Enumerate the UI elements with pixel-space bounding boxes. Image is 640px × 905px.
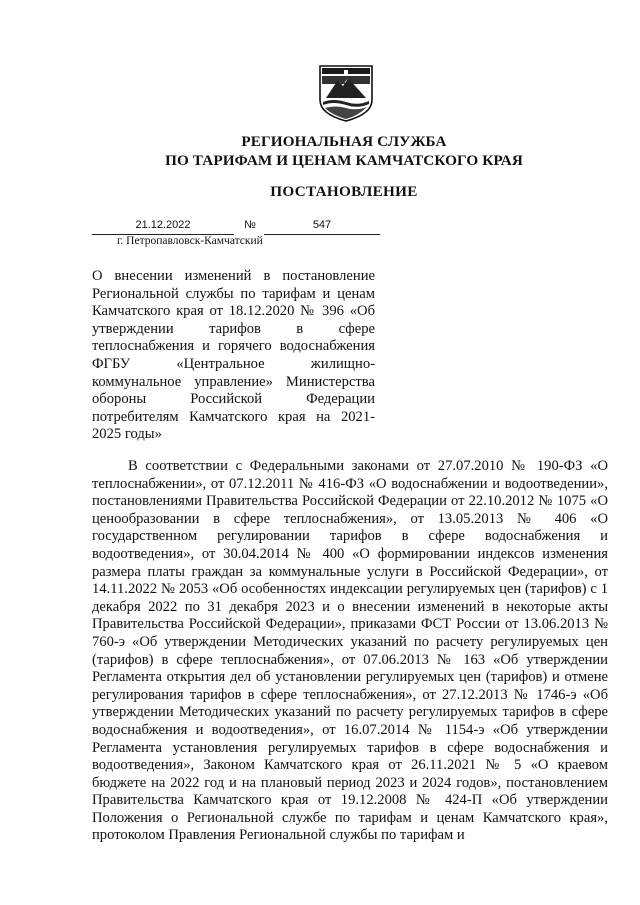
org-name-line2: ПО ТАРИФАМ И ЦЕНАМ КАМЧАТСКОГО КРАЯ	[165, 152, 523, 169]
document-body: В соответствии с Федеральными законами от 27.07.2010 № 190-ФЗ «О теплоснабжении», от 07.12.2011 № 416-ФЗ «О водоснабжении и водоотведении», постановлениями Правительства Российской Федерации от 22.10.2012 № 1075 «О ценообразовании в сфере теплоснабжения», от 13.05.2013 № 406 «О государственном регулировании тарифов в сфере водоснабжения и водоотведения», от 30.04.2014 № 400 «О формировании индексов изменения размера платы граждан за коммунальные услуги в Российской Федерации», от 14.11.2022 № 2053 «Об особенностях индексации регулируемых цен (тарифов) с 1 декабря 2022 по 31 декабря 2023 и о внесении изменений в некоторые акты Правительства Российской Федерации», приказами ФСТ России от 13.06.2013 № 760-э «Об утверждении Методических указаний по расчету регулируемых цен (тарифов) в сфере теплоснабжения», от 07.06.2013 № 163 «Об утверждении Регламента открытия дел об установлении регулируемых цен (тарифов) и отмене регулирования тарифов в сфере теплоснабжения», от 27.12.2013 № 1746-э «Об утверждении Методических указаний по расчету регулируемых тарифов в сфере водоснабжения и водоотведения», от 16.07.2014 № 1154-э «Об утверждении Регламента установления регулируемых тарифов в сфере водоснабжения и водоотведения», Законом Камчатского края от 26.11.2021 № 5 «О краевом бюджете на 2022 год и на плановый период 2023 и 2024 годов», постановлением Правительства Камчатского края от 19.12.2008 № 424-П «Об утверждении Положения о Региональной службе по тарифам и ценам Камчатского края», протоколом Правления Региональной службы по тарифам и	[92, 458, 608, 844]
city: г. Петропавловск-Камчатский	[117, 235, 263, 247]
number-sign: №	[244, 219, 256, 231]
document-number: 547	[264, 219, 380, 235]
document-subject: О внесении изменений в постановление Региональной службы по тарифам и ценам Камчатского края от 18.12.2020 № 396 «Об утверждении тарифов в сфере теплоснабжения и горячего водоснабжения ФГБУ «Центральное жилищно-коммунальное управление» Министерства обороны Российской Федерации потребителям Камчатского края на 2021-2025 годы»	[92, 268, 375, 443]
kamchatka-emblem-icon	[318, 64, 374, 122]
org-name-line1: РЕГИОНАЛЬНАЯ СЛУЖБА	[241, 133, 447, 150]
document-date: 21.12.2022	[92, 219, 234, 235]
document-type: ПОСТАНОВЛЕНИЕ	[270, 183, 418, 200]
